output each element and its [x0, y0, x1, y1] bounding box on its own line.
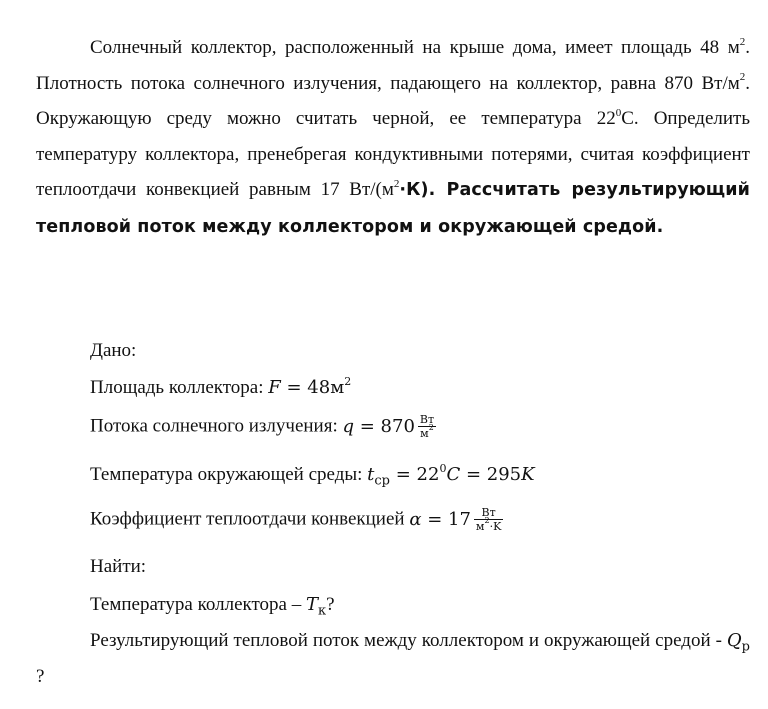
formula — [367, 462, 535, 489]
statement-text: С. Определить температуру коллектора, пренебрегая кондуктивными потерями, считая коэффициент теплоотдачи конвекцией равным 17 Вт/(м — [36, 108, 750, 200]
variable: Q — [726, 630, 742, 651]
given-area — [90, 377, 351, 399]
superscript: 0 — [615, 106, 622, 119]
formula — [409, 506, 503, 533]
formula — [306, 594, 327, 619]
superscript: 2 — [484, 516, 490, 526]
variable: q — [342, 415, 355, 437]
formula — [268, 377, 351, 398]
fraction-denominator — [418, 423, 436, 440]
statement-text: Солнечный коллектор, расположенный на крыше дома, имеет площадь 48 м — [90, 37, 740, 58]
fraction-numerator: Вт — [419, 413, 435, 426]
given-coefficient — [90, 507, 503, 532]
value: = 870 — [354, 415, 415, 437]
formula — [726, 630, 750, 655]
fraction-denominator — [474, 516, 503, 533]
given-label: Потока солнечного излучения: — [90, 415, 343, 437]
superscript: 2 — [428, 423, 434, 433]
unit-text: м — [475, 520, 485, 533]
find-heat-flux — [36, 623, 750, 694]
given-temperature — [90, 462, 535, 489]
statement-question: Рассчитать результирующий тепловой поток между коллектором и окружающей средой. — [36, 180, 750, 237]
unit-text: ·K — [489, 520, 502, 533]
statement-text: . Окружающую среду можно считать черной, ее температура 22 — [36, 72, 750, 129]
value: = 295 — [460, 464, 522, 485]
value: = 22 — [390, 464, 440, 485]
statement-text: . Плотность потока солнечного излучения, падающего на коллектор, равна 870 Вт/м — [36, 37, 750, 94]
given-heading: Дано: — [90, 340, 137, 361]
statement-text: ·К). — [399, 180, 436, 200]
unit-text: K — [521, 464, 535, 485]
superscript: 2 — [393, 177, 400, 190]
superscript: 2 — [739, 35, 746, 48]
fraction-numerator: Вт — [474, 507, 503, 520]
given-label: Температура окружающей среды: — [90, 464, 368, 485]
variable: T — [306, 594, 319, 615]
given-flux — [90, 414, 436, 439]
question-mark: ? — [36, 665, 45, 687]
find-collector-temperature — [90, 594, 335, 619]
variable: t — [367, 464, 375, 485]
find-heading: Найти: — [90, 556, 147, 577]
subscript: к — [318, 603, 327, 619]
given-label: Коэффициент теплоотдачи конвекцией — [90, 508, 410, 530]
subscript: ср — [374, 473, 391, 489]
find-label: Температура коллектора – — [90, 594, 306, 615]
question-mark: ? — [326, 594, 335, 615]
superscript: 2 — [344, 375, 352, 388]
unit-fraction — [474, 507, 503, 532]
variable: α — [409, 508, 422, 530]
unit-text: C — [446, 464, 461, 485]
given-label: Площадь коллектора: — [90, 377, 269, 398]
unit-fraction — [418, 414, 436, 439]
subscript: р — [741, 639, 750, 655]
superscript: 2 — [739, 71, 746, 84]
find-label: Результирующий тепловой поток между коллектором и окружающей средой - — [90, 630, 727, 651]
superscript: 0 — [439, 462, 447, 475]
unit-text: м — [420, 427, 429, 440]
value: = 48м — [280, 377, 345, 398]
value: = 17 — [421, 508, 471, 530]
formula — [342, 413, 436, 440]
variable: F — [268, 377, 281, 398]
problem-statement — [36, 30, 750, 245]
